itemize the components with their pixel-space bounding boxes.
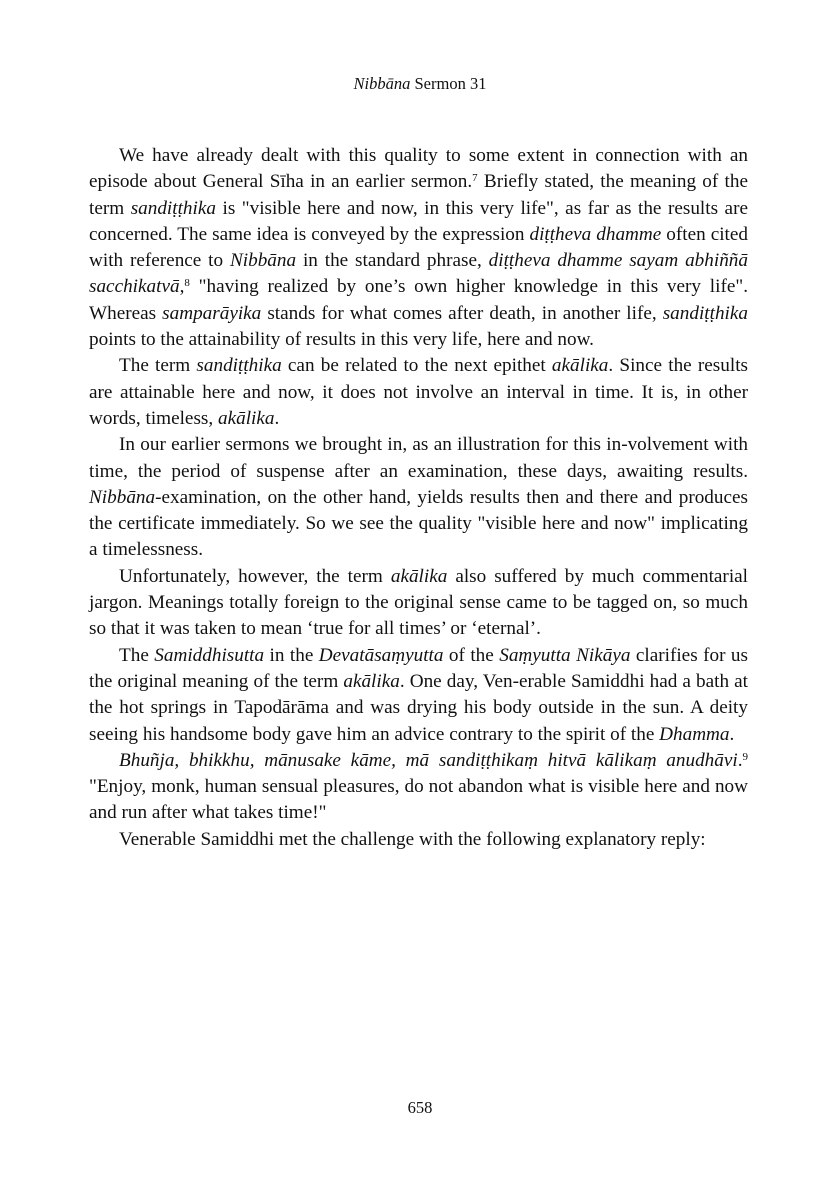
paragraph	[89, 827, 748, 853]
text-run: Unfortunately, however, the term	[119, 565, 391, 587]
text-run: -examination, on the other hand, yields results then and there and produces the certificate immediately. So we see the quality "visible here and now" implicating a timelessness.	[89, 486, 748, 561]
italic-term: akālika	[217, 407, 275, 429]
paragraph	[89, 564, 748, 643]
italic-term: sandiṭṭhika	[662, 302, 748, 324]
text-run: clarifies for us the original meaning of the term	[89, 644, 748, 692]
paragraph	[89, 353, 748, 432]
text-run: We have already dealt with this quality to some extent in connection with an episode about General Sīha in an earlier sermon.	[89, 145, 748, 193]
header-title-rest: Sermon 31	[410, 74, 487, 93]
running-header	[0, 74, 840, 94]
italic-term: sandiṭṭhika	[196, 355, 282, 377]
text-run: . One day, Ven-erable Samiddhi had a bath at the hot springs in Tapodārāma and was drying his body outside in the sun. A deity seeing his handsome body gave him an advice contrary to the spirit of the	[89, 670, 748, 745]
text-run: The term	[119, 355, 197, 377]
italic-term: diṭṭheva dhamme sayam abhiññā sacchikatvā	[89, 250, 748, 298]
italic-term: Nibbāna	[89, 486, 156, 508]
text-run: also suffered by much commentarial jargon. Meanings totally foreign to the original sense came to be tagged on, so much so that it was taken to mean ‘true for all times’ or ‘eternal’.	[89, 565, 749, 640]
paragraph	[89, 643, 748, 748]
paragraph	[89, 432, 748, 563]
text-run: can be related to the next epithet	[281, 355, 552, 377]
italic-term: sandiṭṭhika	[130, 197, 216, 219]
text-run: in the	[264, 644, 319, 666]
italic-term: samparāyika	[162, 302, 262, 324]
text-run: is "visible here and now, in this very life", as far as the results are concerned. The same idea is conveyed by the expression	[89, 197, 748, 245]
italic-term: Saṃyutta Nikāya	[499, 644, 631, 666]
italic-term: Bhuñja, bhikkhu, mānusake kāme, mā sandiṭṭhikaṃ hitvā kālikaṃ anudhāvi	[119, 749, 738, 771]
text-run: Briefly stated, the meaning of the term	[89, 171, 748, 219]
text-run: Venerable Samiddhi met the challenge with the following explanatory reply:	[119, 828, 706, 850]
body-text	[89, 143, 748, 853]
footnote-marker: 7	[472, 172, 478, 185]
italic-term: Dhamma	[659, 723, 730, 745]
text-run: stands for what comes after death, in another life,	[261, 302, 663, 324]
text-run: .	[737, 749, 743, 771]
page-number: 658	[407, 1098, 433, 1117]
text-run: .	[274, 407, 280, 429]
text-run: In our earlier sermons we brought in, as an illustration for this in-volvement with time, the period of suspense after an examination, these days, awaiting results.	[89, 434, 748, 482]
footnote-marker: 9	[742, 750, 748, 763]
text-run: .	[729, 723, 735, 745]
text-run: of the	[443, 644, 500, 666]
italic-term: akālika	[343, 670, 400, 692]
text-run: . Since the results are attainable here and now, it does not involve an interval in time. It is, in other words, timeless,	[89, 355, 748, 429]
paragraph	[89, 143, 748, 353]
text-run: often cited with reference to	[89, 223, 749, 272]
paragraph	[89, 748, 748, 827]
text-run: "Enjoy, monk, human sensual pleasures, do not abandon what is visible here and now and run after what takes time!"	[89, 776, 748, 824]
footnote-marker: 8	[184, 277, 190, 290]
text-run: points to the attainability of results in this very life, here and now.	[89, 329, 594, 351]
text-run: in the standard phrase,	[296, 250, 489, 272]
text-run: ,	[179, 276, 185, 298]
header-title-italic: Nibbāna	[353, 74, 411, 93]
italic-term: akālika	[551, 355, 609, 377]
text-run: The	[119, 644, 155, 666]
italic-term: Devatāsaṃyutta	[318, 644, 444, 666]
italic-term: Nibbāna	[229, 250, 297, 272]
text-run: "having realized by one’s own higher knowledge in this very life". Whereas	[89, 276, 748, 324]
italic-term: akālika	[390, 565, 448, 587]
italic-term: diṭṭheva dhamme	[529, 223, 662, 245]
italic-term: Samiddhisutta	[154, 644, 265, 666]
